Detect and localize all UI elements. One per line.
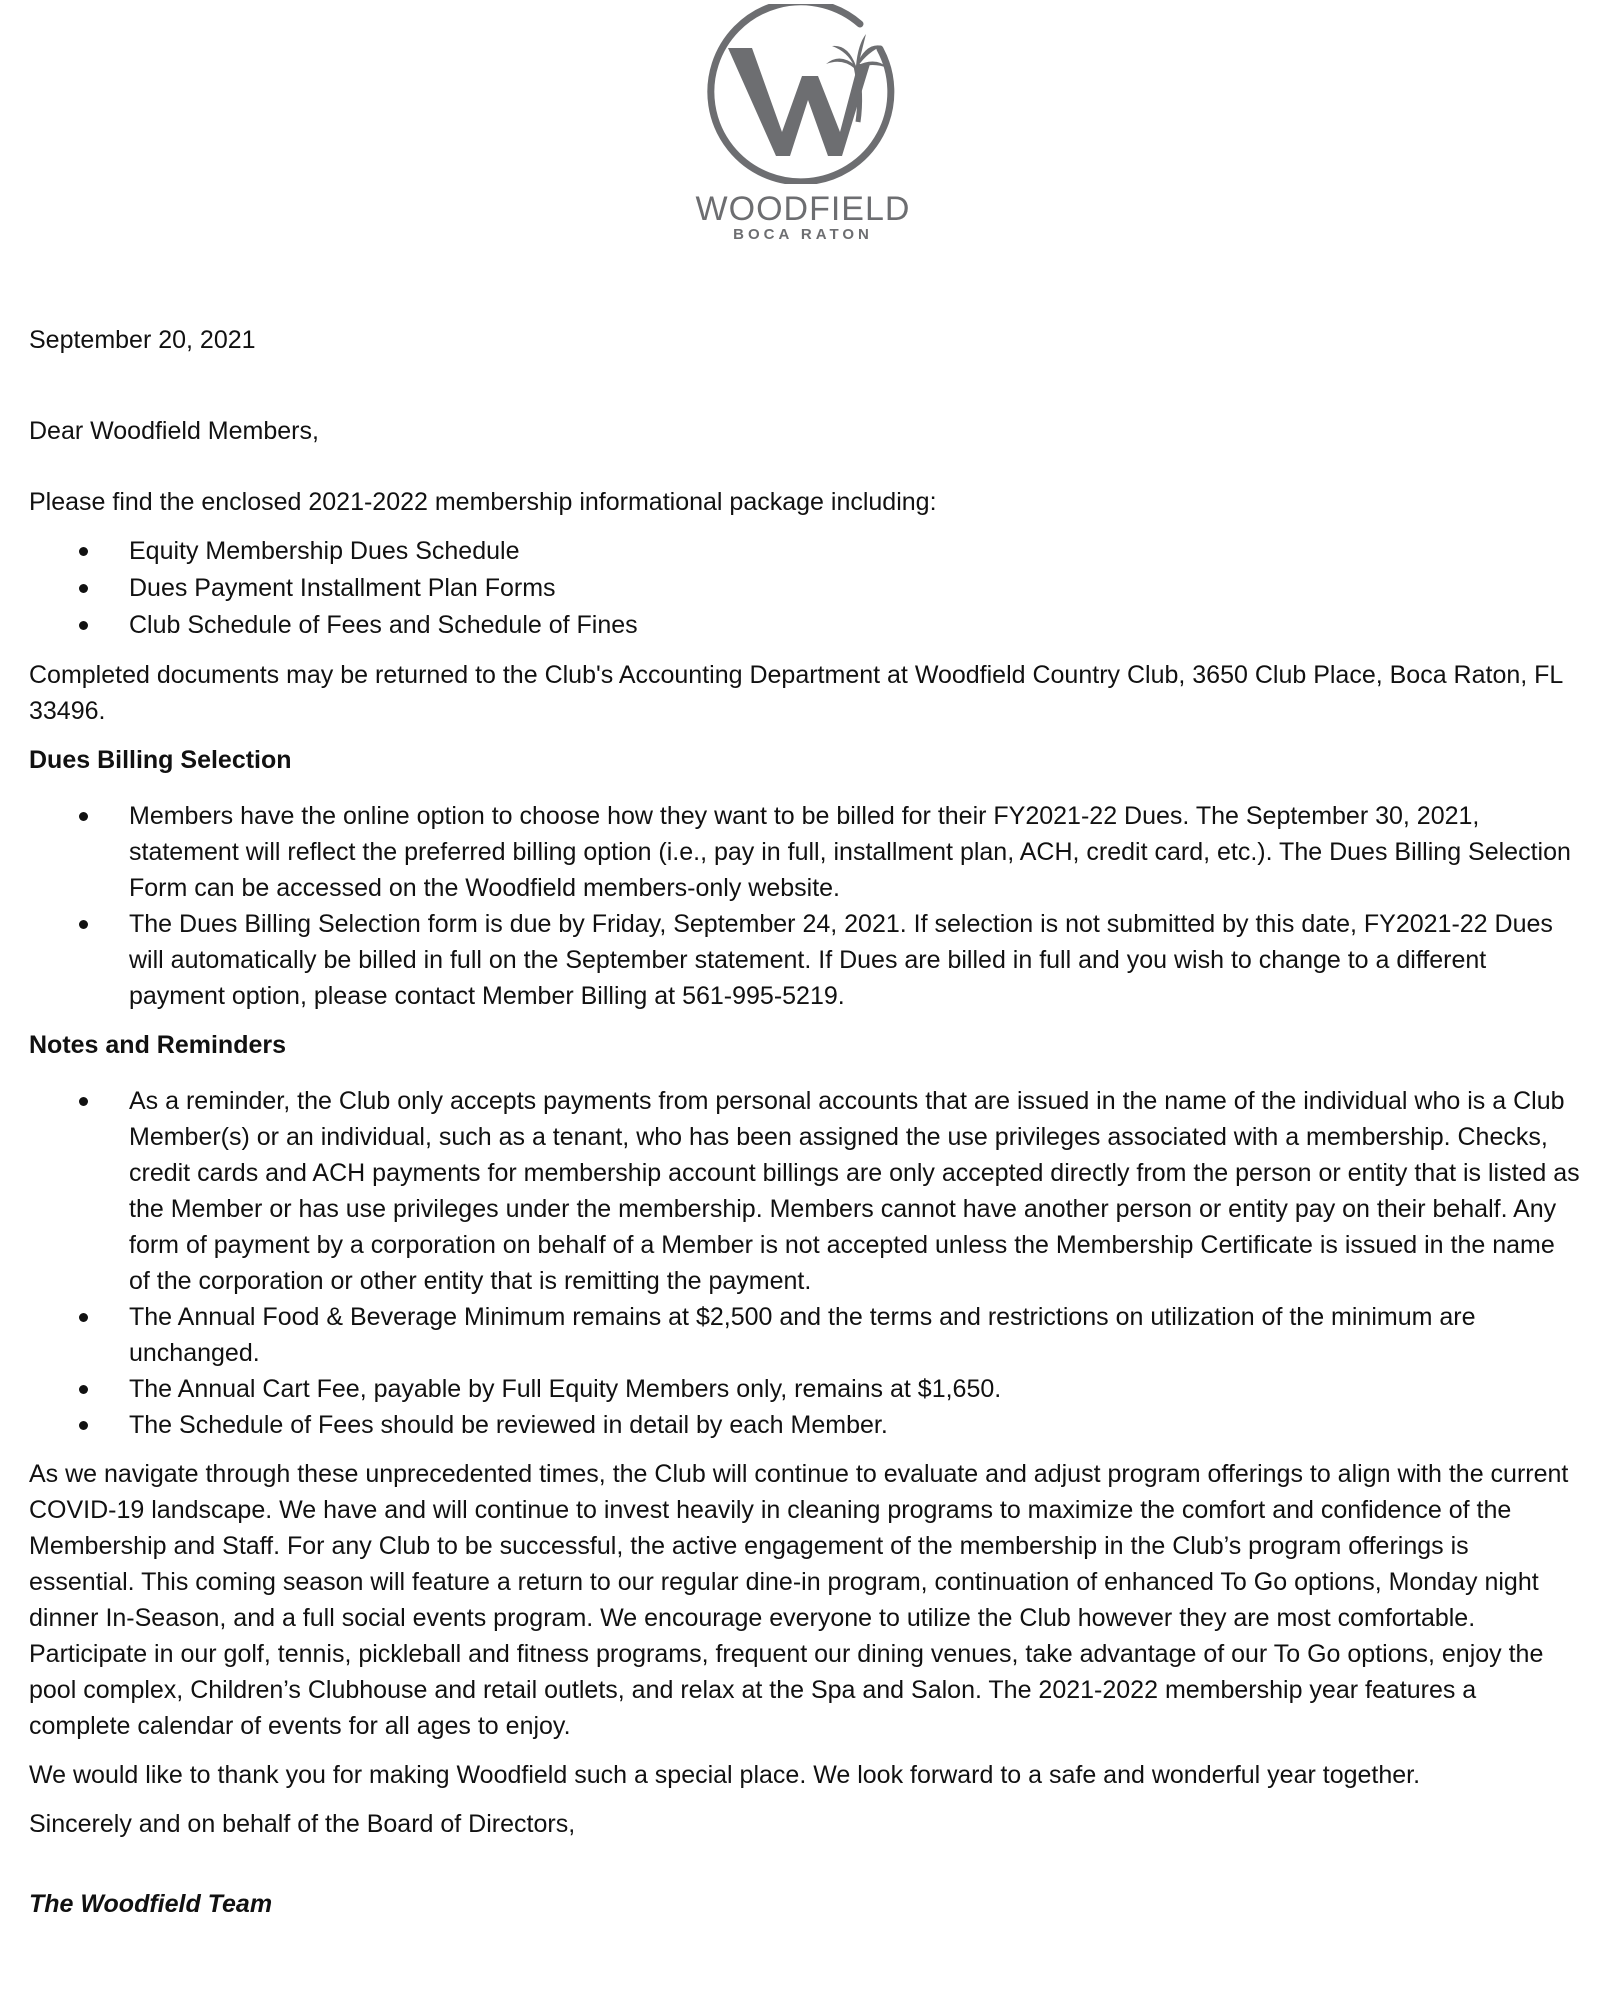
bullet-icon	[79, 1421, 88, 1430]
list-item: Club Schedule of Fees and Schedule of Fines	[29, 607, 1581, 644]
dues-billing-list	[29, 798, 1581, 1014]
signature: The Woodfield Team	[29, 1890, 273, 1918]
letter-date: September 20, 2021	[29, 326, 256, 354]
list-item: The Dues Billing Selection form is due by Friday, September 24, 2021. If selection is not submitted by this date, FY2021-22 Dues will automatically be billed in full on the September statement. If Dues are billed in full and you wish to change to a different payment option, please contact Member Billing at 561-995-5219.	[29, 906, 1581, 1014]
notes-list	[29, 1083, 1581, 1443]
bullet-icon	[79, 1097, 88, 1106]
woodfield-emblem-icon	[690, 4, 916, 184]
closing-line: Sincerely and on behalf of the Board of Directors,	[29, 1810, 576, 1838]
list-item: The Annual Cart Fee, payable by Full Equity Members only, remains at $1,650.	[29, 1371, 1581, 1407]
list-item: Dues Payment Installment Plan Forms	[29, 570, 1581, 607]
logo-name: WOODFIELD	[695, 190, 911, 228]
list-item: The Annual Food & Beverage Minimum remains at $2,500 and the terms and restrictions on utilization of the minimum are unchanged.	[29, 1299, 1581, 1371]
logo-location: BOCA RATON	[733, 226, 873, 243]
body-paragraph: As we navigate through these unprecedented times, the Club will continue to evaluate and adjust program offerings to align with the current COVID-19 landscape. We have and will continue to invest heavily in cleaning programs to maximize the comfort and confidence of the Membership and Staff. For any Club to be successful, the active engagement of the membership in the Club’s program offerings is essential. This coming season will feature a return to our regular dine-in program, continuation of enhanced To Go options, Monday night dinner In-Season, and a full social events program. We encourage everyone to utilize the Club however they are most comfortable. Participate in our golf, tennis, pickleball and fitness programs, frequent our dining venues, take advantage of our To Go options, enjoy the pool complex, Children’s Clubhouse and retail outlets, and relax at the Spa and Salon. The 2021-2022 membership year features a complete calendar of events for all ages to enjoy.	[29, 1460, 1569, 1740]
list-item: Members have the online option to choose how they want to be billed for their FY2021-22 Dues. The September 30, 2021, statement will reflect the preferred billing option (i.e., pay in full, installment plan, ACH, credit card, etc.). The Dues Billing Selection Form can be accessed on the Woodfield members-only website.	[29, 798, 1581, 906]
dues-billing-heading: Dues Billing Selection	[29, 746, 292, 774]
bullet-icon	[79, 547, 88, 556]
bullet-icon	[79, 812, 88, 821]
list-item: Equity Membership Dues Schedule	[29, 533, 1581, 570]
package-list	[29, 533, 1581, 644]
return-info-paragraph: Completed documents may be returned to the Club's Accounting Department at Woodfield Country Club, 3650 Club Place, Boca Raton, FL 33496.	[29, 661, 1563, 725]
salutation: Dear Woodfield Members,	[29, 417, 319, 445]
woodfield-logo	[690, 4, 916, 244]
list-item: The Schedule of Fees should be reviewed in detail by each Member.	[29, 1407, 1581, 1443]
list-item: As a reminder, the Club only accepts payments from personal accounts that are issued in the name of the individual who is a Club Member(s) or an individual, such as a tenant, who has been assigned the use privileges associated with a membership. Checks, credit cards and ACH payments for membership account billings are only accepted directly from the person or entity that is listed as the Member or has use privileges under the membership. Members cannot have another person or entity pay on their behalf. Any form of payment by a corporation on behalf of a Member is not accepted unless the Membership Certificate is issued in the name of the corporation or other entity that is remitting the payment.	[29, 1083, 1581, 1299]
intro-paragraph: Please find the enclosed 2021-2022 membership informational package including:	[29, 488, 937, 516]
thanks-paragraph: We would like to thank you for making Woodfield such a special place. We look forward to a safe and wonderful year together.	[29, 1761, 1421, 1789]
notes-heading: Notes and Reminders	[29, 1031, 287, 1059]
bullet-icon	[79, 584, 88, 593]
bullet-icon	[79, 1385, 88, 1394]
bullet-icon	[79, 621, 88, 630]
bullet-icon	[79, 920, 88, 929]
bullet-icon	[79, 1313, 88, 1322]
letter-body	[29, 322, 1581, 1922]
